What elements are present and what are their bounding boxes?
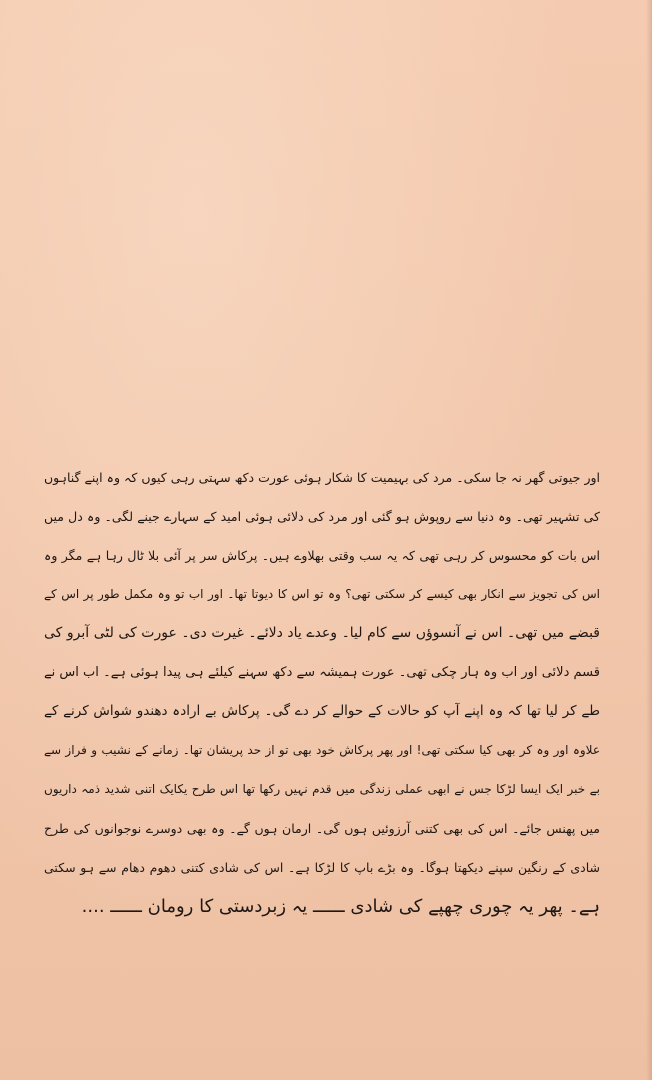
paragraph-line: قبضے میں تھی۔ اس نے آنسوؤں سے کام لیا۔ وعدے یاد دلائے۔ غیرت دی۔ عورت کی لٹی آبرو کی [44, 625, 600, 641]
paragraph-line: علاوہ اور وہ کر بھی کیا سکتی تھی! اور پھر پرکاش خود بھی تو از حد پریشان تھا۔ زمانے کے نشیب و فراز سے [44, 743, 600, 757]
paragraph-line: میں پھنس جائے۔ اس کی بھی کتنی آرزوئیں ہوں گی۔ ارمان ہوں گے۔ وہ بھی دوسرے نوجوانوں کی طرح [44, 821, 600, 836]
page-edge-shadow [646, 0, 652, 1080]
paragraph-line: شادی کے رنگین سپنے دیکھتا ہوگا۔ وہ بڑے باپ کا لڑکا ہے۔ اس کی شادی کتنی دھوم دھام سے ہو سکتی [44, 860, 600, 875]
paragraph-line: بے خبر ایک ایسا لڑکا جس نے ابھی عملی زندگی میں قدم نہیں رکھا تھا اس طرح یکایک اتنی شدید ذمہ داریوں [44, 782, 600, 796]
paragraph-line: اس بات کو محسوس کر رہی تھی کہ یہ سب وقتی بھلاوے ہیں۔ پرکاش سر پر آئی بلا ٹال رہا ہے مگر وہ [44, 548, 600, 563]
urdu-paragraph [44, 458, 600, 926]
paragraph-line: کی تشہیر تھی۔ وہ دنیا سے روپوش ہو گئی اور مرد کی دلائی ہوئی امید کے سہارے جینے لگی۔ وہ دل میں [44, 509, 600, 524]
paragraph-line: طے کر لیا تھا کہ وہ اپنے آپ کو حالات کے حوالے کر دے گی۔ پرکاش بے ارادہ دھندو شواش کرنے کے [44, 703, 600, 719]
paragraph-line: ہے۔ پھر یہ چوری چھپے کی شادی ــــــ یہ زبردستی کا رومان ــــــ .... [81, 896, 600, 917]
paragraph-line: قسم دلائی اور اب وہ ہار چکی تھی۔ عورت ہمیشہ سے دکھ سہنے کیلئے ہی پیدا ہوئی ہے۔ اب اس نے [44, 665, 600, 680]
paragraph-line: اور جیوتی گھر نہ جا سکی۔ مرد کی بہیمیت کا شکار ہوئی عورت دکھ سہتی رہی کیوں کہ وہ اپنے گناہوں [44, 470, 600, 485]
paragraph-line: اس کی تجویز سے انکار بھی کیسے کر سکتی تھی؟ وہ تو اس کا دیوتا تھا۔ اور اب تو وہ مکمل طور پر اس کے [44, 587, 600, 601]
